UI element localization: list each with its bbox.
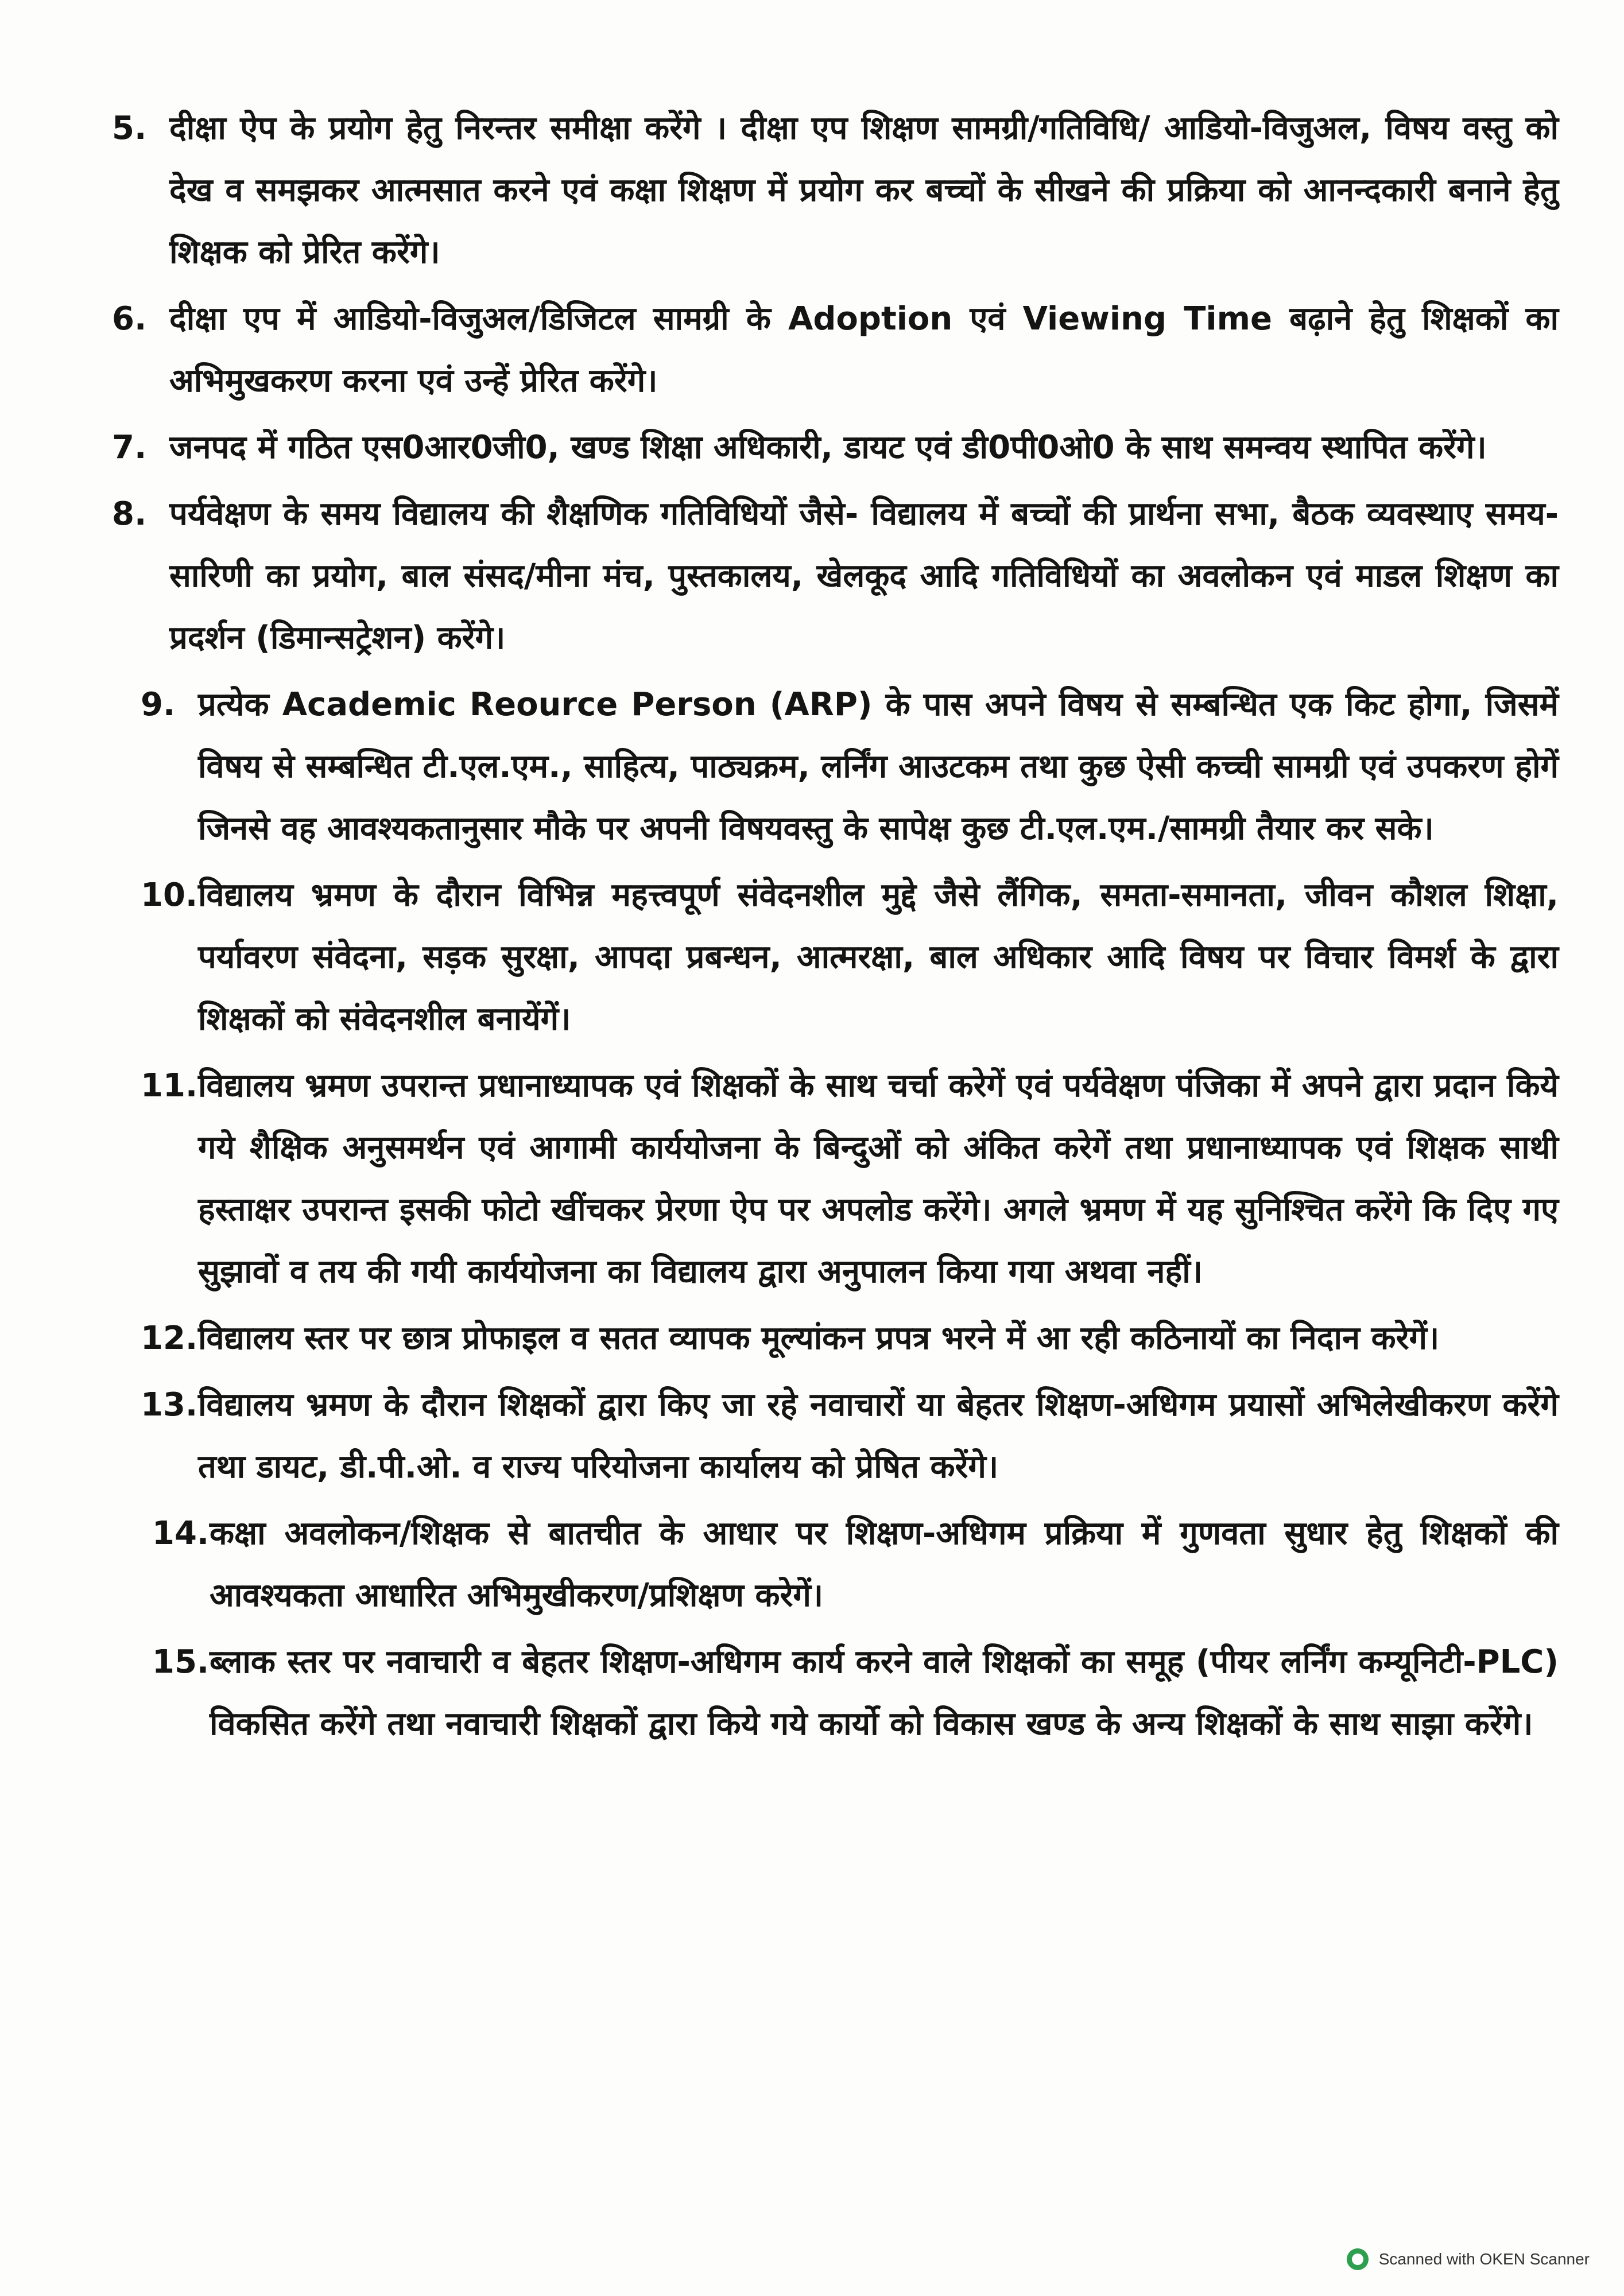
item-number: 6.	[112, 300, 147, 338]
list-item-14	[152, 1503, 1559, 1627]
item-number: 13.	[141, 1386, 198, 1424]
list-item-6	[112, 288, 1559, 412]
item-text: जनपद में गठित एस0आर0जी0, खण्ड शिक्षा अधिकारी, डायट एवं डी0पी0ओ0 के साथ समन्वय स्थापित करेंगे।	[169, 429, 1487, 466]
instruction-list	[112, 98, 1559, 1760]
list-item-12	[141, 1308, 1559, 1370]
item-number: 11.	[141, 1067, 198, 1104]
item-text: दीक्षा ऐप के प्रयोग हेतु निरन्तर समीक्षा करेंगे । दीक्षा एप शिक्षण सामग्री/गतिविधि/ आडियो-विजुअल, विषय वस्तु को देख व समझकर आत्मसात करने एवं कक्षा शिक्षण में प्रयोग कर बच्चों के सीखने की प्रक्रिया को आनन्दकारी बनाने हेतु शिक्षक को प्रेरित करेंगे।	[169, 110, 1559, 271]
item-number: 10.	[141, 876, 198, 914]
list-item-13	[141, 1374, 1559, 1498]
item-number: 12.	[141, 1320, 198, 1357]
item-number: 15.	[152, 1643, 210, 1681]
item-text: विद्यालय भ्रमण के दौरान विभिन्न महत्त्वपूर्ण संवेदनशील मुद्दे जैसे लैंगिक, समता-समानता, जीवन कौशल शिक्षा, पर्यावरण संवेदना, सड़क सुरक्षा, आपदा प्रबन्धन, आत्मरक्षा, बाल अधिकार आदि विषय पर विचार विमर्श के द्वारा शिक्षकों को संवेदनशील बनायेंगें।	[198, 876, 1559, 1038]
item-text: कक्षा अवलोकन/शिक्षक से बातचीत के आधार पर शिक्षण-अधिगम प्रक्रिया में गुणवता सुधार हेतु शिक्षकों की आवश्यकता आधारित अभिमुखीकरण/प्रशिक्षण करेगें।	[210, 1515, 1559, 1614]
list-item-5	[112, 98, 1559, 284]
list-item-9	[141, 674, 1559, 860]
item-text: प्रत्येक Academic Reource Person (ARP) के पास अपने विषय से सम्बन्धित एक किट होगा, जिसमें विषय से सम्बन्धित टी.एल.एम., साहित्य, पाठ्यक्रम, लर्निंग आउटकम तथा कुछ ऐसी कच्ची सामग्री एवं उपकरण होगें जिनसे वह आवश्यकतानुसार मौके पर अपनी विषयवस्तु के सापेक्ष कुछ टी.एल.एम./सामग्री तैयार कर सके।	[198, 686, 1559, 847]
list-item-10	[141, 864, 1559, 1050]
item-text: विद्यालय भ्रमण उपरान्त प्रधानाध्यापक एवं शिक्षकों के साथ चर्चा करेगें एवं पर्यवेक्षण पंजिका में अपने द्वारा प्रदान किये गये शैक्षिक अनुसमर्थन एवं आगामी कार्ययोजना के बिन्दुओं को अंकित करेगें तथा प्रधानाध्यापक एवं शिक्षक साथी हस्ताक्षर उपरान्त इसकी फोटो खींचकर प्रेरणा ऐप पर अपलोड करेंगे। अगले भ्रमण में यह सुनिश्चित करेंगे कि दिए गए सुझावों व तय की गयी कार्ययोजना का विद्यालय द्वारा अनुपालन किया गया अथवा नहीं।	[198, 1067, 1559, 1290]
scanner-logo-icon	[1347, 2248, 1369, 2270]
item-number: 8.	[112, 495, 147, 533]
list-item-15	[152, 1631, 1559, 1755]
item-number: 7.	[112, 429, 147, 466]
list-item-8	[112, 483, 1559, 669]
list-item-11	[141, 1055, 1559, 1303]
list-item-7	[112, 417, 1559, 479]
item-text: ब्लाक स्तर पर नवाचारी व बेहतर शिक्षण-अधिगम कार्य करने वाले शिक्षकों का समूह (पीयर लर्निंग कम्यूनिटी-PLC) विकसित करेंगे तथा नवाचारी शिक्षकों द्वारा किये गये कार्यो को विकास खण्ड के अन्य शिक्षकों के साथ साझा करेंगे।	[210, 1643, 1559, 1743]
item-text: विद्यालय स्तर पर छात्र प्रोफाइल व सतत व्यापक मूल्यांकन प्रपत्र भरने में आ रही कठिनायों का निदान करेगें।	[198, 1320, 1440, 1357]
item-number: 5.	[112, 110, 147, 147]
item-text: पर्यवेक्षण के समय विद्यालय की शैक्षणिक गतिविधियों जैसे- विद्यालय में बच्चों की प्रार्थना सभा, बैठक व्यवस्थाए समय-सारिणी का प्रयोग, बाल संसद/मीना मंच, पुस्तकालय, खेलकूद आदि गतिविधियों का अवलोकन एवं माडल शिक्षण का प्रदर्शन (डिमान्सट्रेशन) करेंगे।	[169, 495, 1559, 657]
item-text: दीक्षा एप में आडियो-विजुअल/डिजिटल सामग्री के Adoption एवं Viewing Time बढ़ाने हेतु शिक्षकों का अभिमुखकरण करना एवं उन्हें प्रेरित करेंगे।	[169, 300, 1559, 400]
scanner-watermark	[1347, 2248, 1590, 2270]
item-number: 14.	[152, 1515, 210, 1552]
scanner-label: Scanned with OKEN Scanner	[1378, 2250, 1590, 2268]
item-text: विद्यालय भ्रमण के दौरान शिक्षकों द्वारा किए जा रहे नवाचारों या बेहतर शिक्षण-अधिगम प्रयासों अभिलेखीकरण करेंगे तथा डायट, डी.पी.ओ. व राज्य परियोजना कार्यालय को प्रेषित करेंगे।	[198, 1386, 1559, 1486]
item-number: 9.	[141, 686, 176, 723]
